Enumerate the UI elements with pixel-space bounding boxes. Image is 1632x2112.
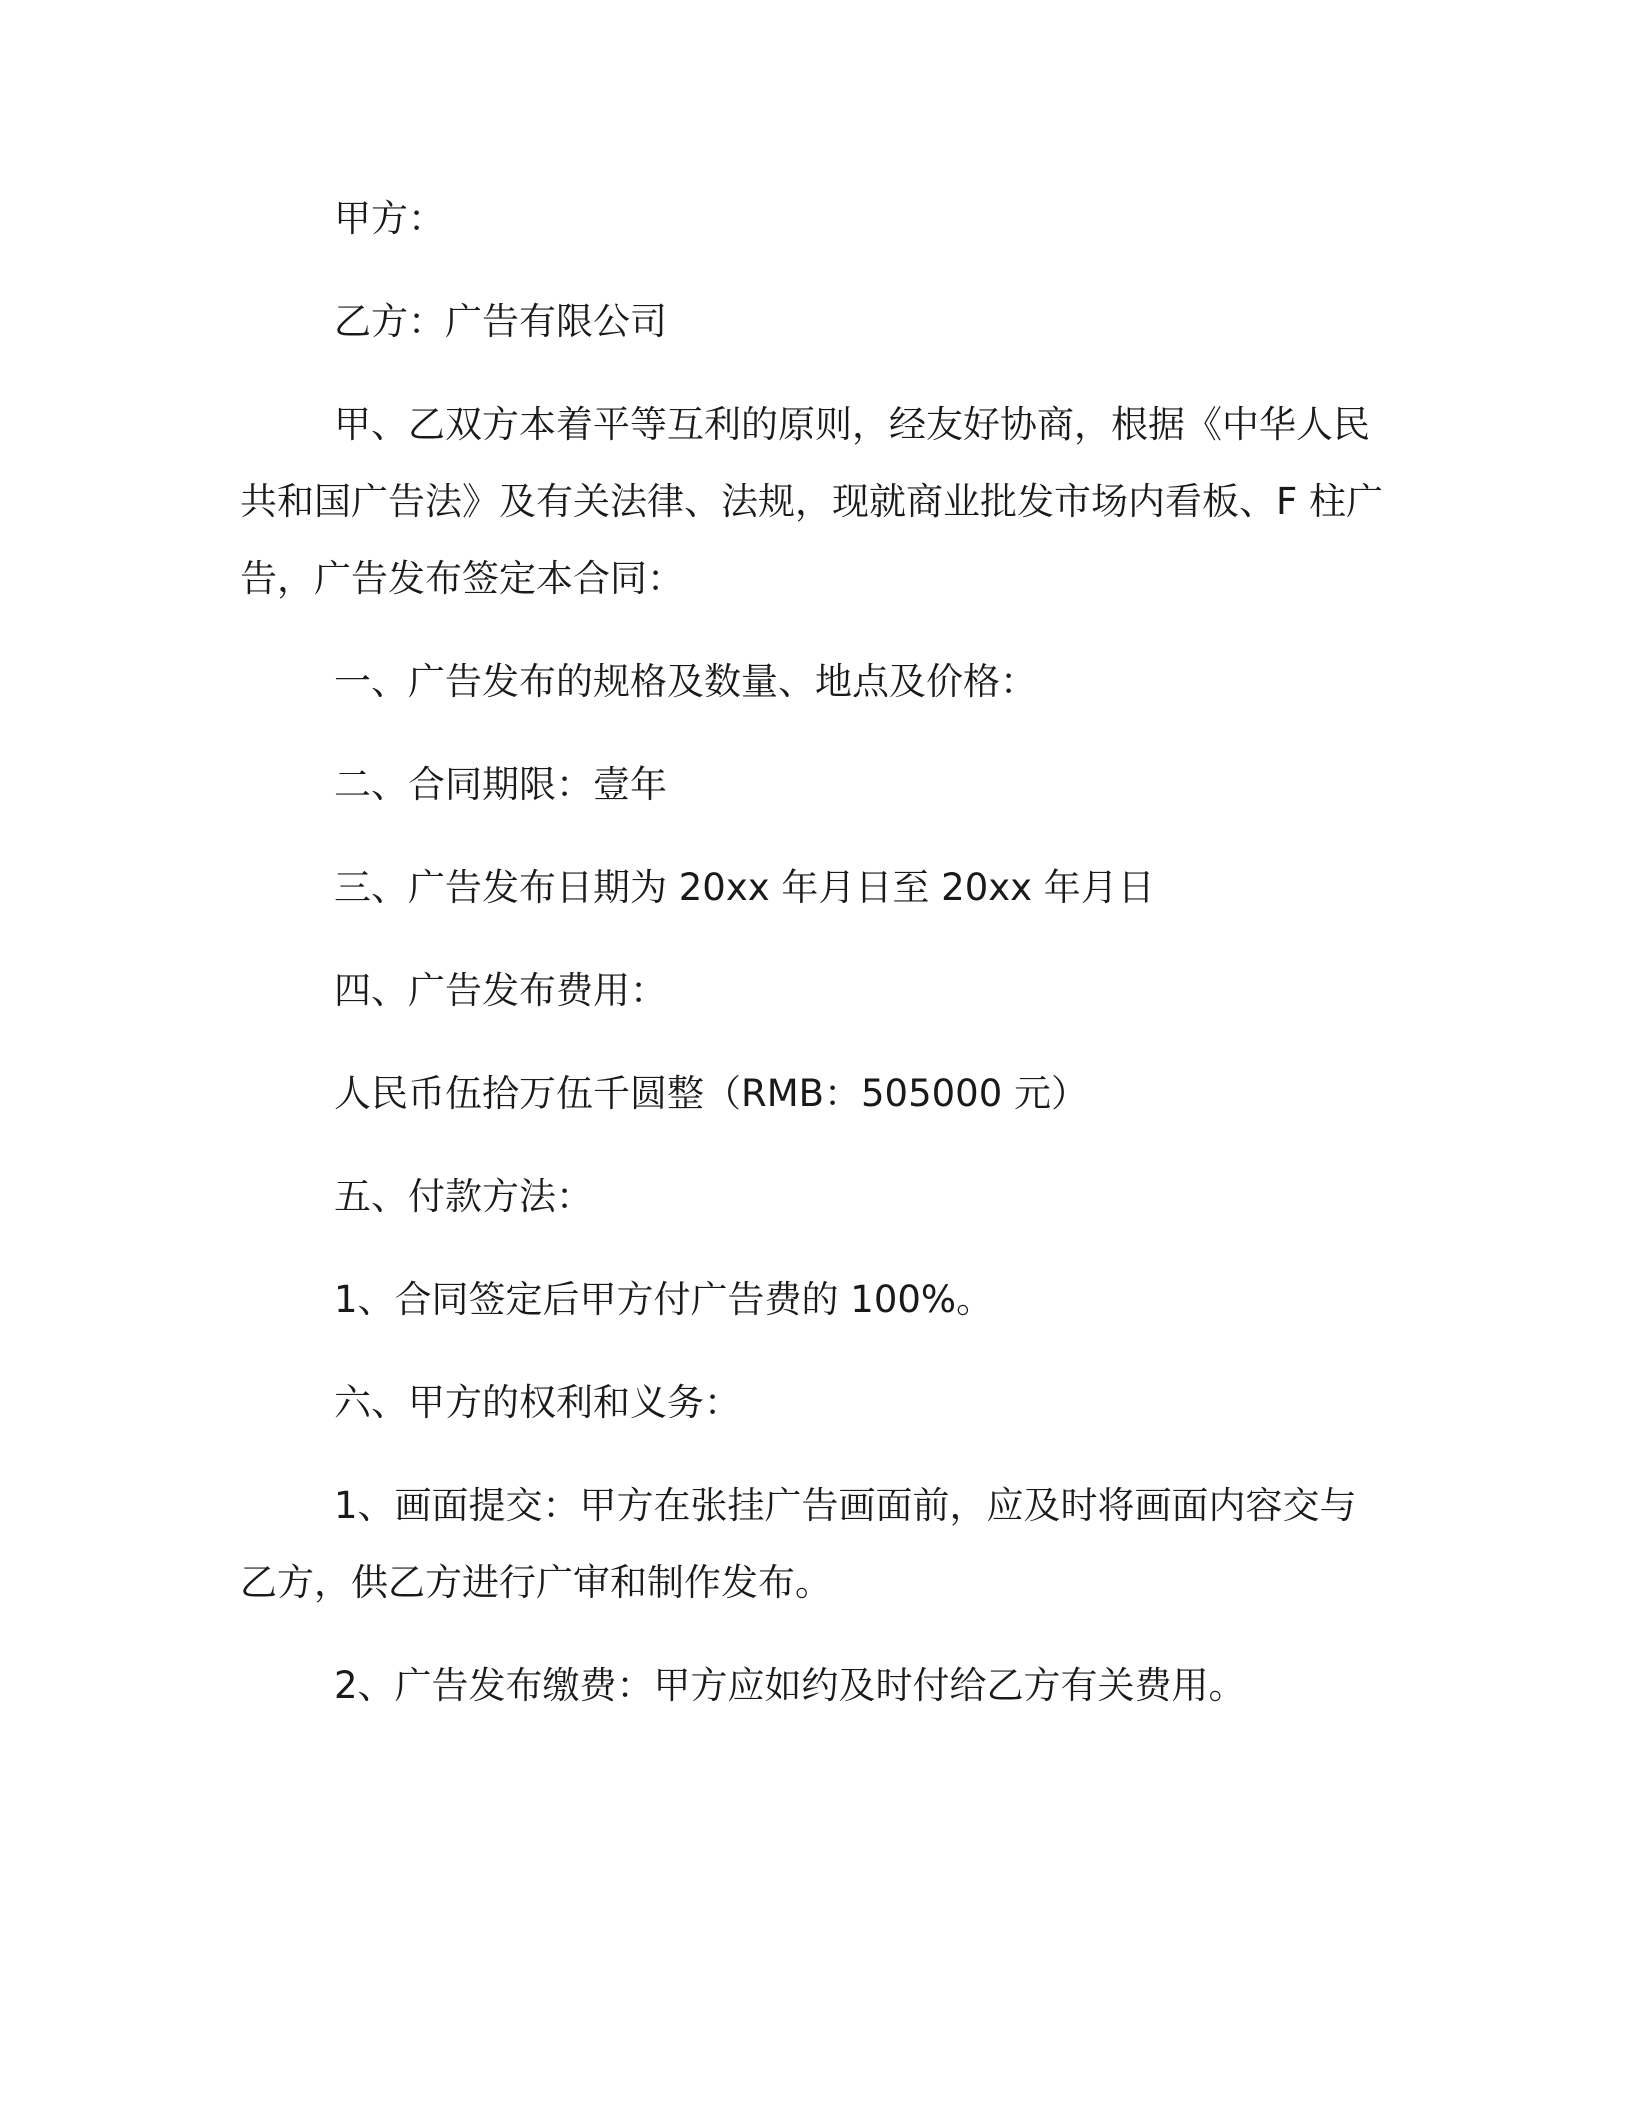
paragraph-clause-2: 二、合同期限：壹年 [334,763,667,806]
paragraph-party-b: 乙方：广告有限公司 [334,300,667,343]
paragraph-clause-1: 一、广告发布的规格及数量、地点及价格： [334,660,1037,703]
paragraph-clause-4: 四、广告发布费用： [334,969,667,1012]
paragraph-clause-6-2: 2、广告发布缴费：甲方应如约及时付给乙方有关费用。 [334,1664,1246,1707]
paragraph-clause-6-1: 1、画面提交：甲方在张挂广告画面前，应及时将画面内容交与乙方，供乙方进行广审和制作发布。 [240,1484,1357,1604]
paragraph-preamble: 甲、乙双方本着平等互利的原则，经友好协商，根据《中华人民共和国广告法》及有关法律、法规，现就商业批发市场内看板、F 柱广告，广告发布签定本合同： [240,403,1384,600]
paragraph-clause-5: 五、付款方法： [334,1175,593,1218]
paragraph-fee: 人民币伍拾万伍千圆整（RMB：505000 元） [334,1072,1089,1115]
paragraph-party-a: 甲方： [334,197,445,240]
paragraph-clause-6: 六、甲方的权利和义务： [334,1381,741,1424]
paragraph-clause-5-1: 1、合同签定后甲方付广告费的 100%。 [334,1278,994,1321]
paragraph-clause-3: 三、广告发布日期为 20xx 年月日至 20xx 年月日 [334,866,1155,909]
document-body [240,180,1390,1724]
